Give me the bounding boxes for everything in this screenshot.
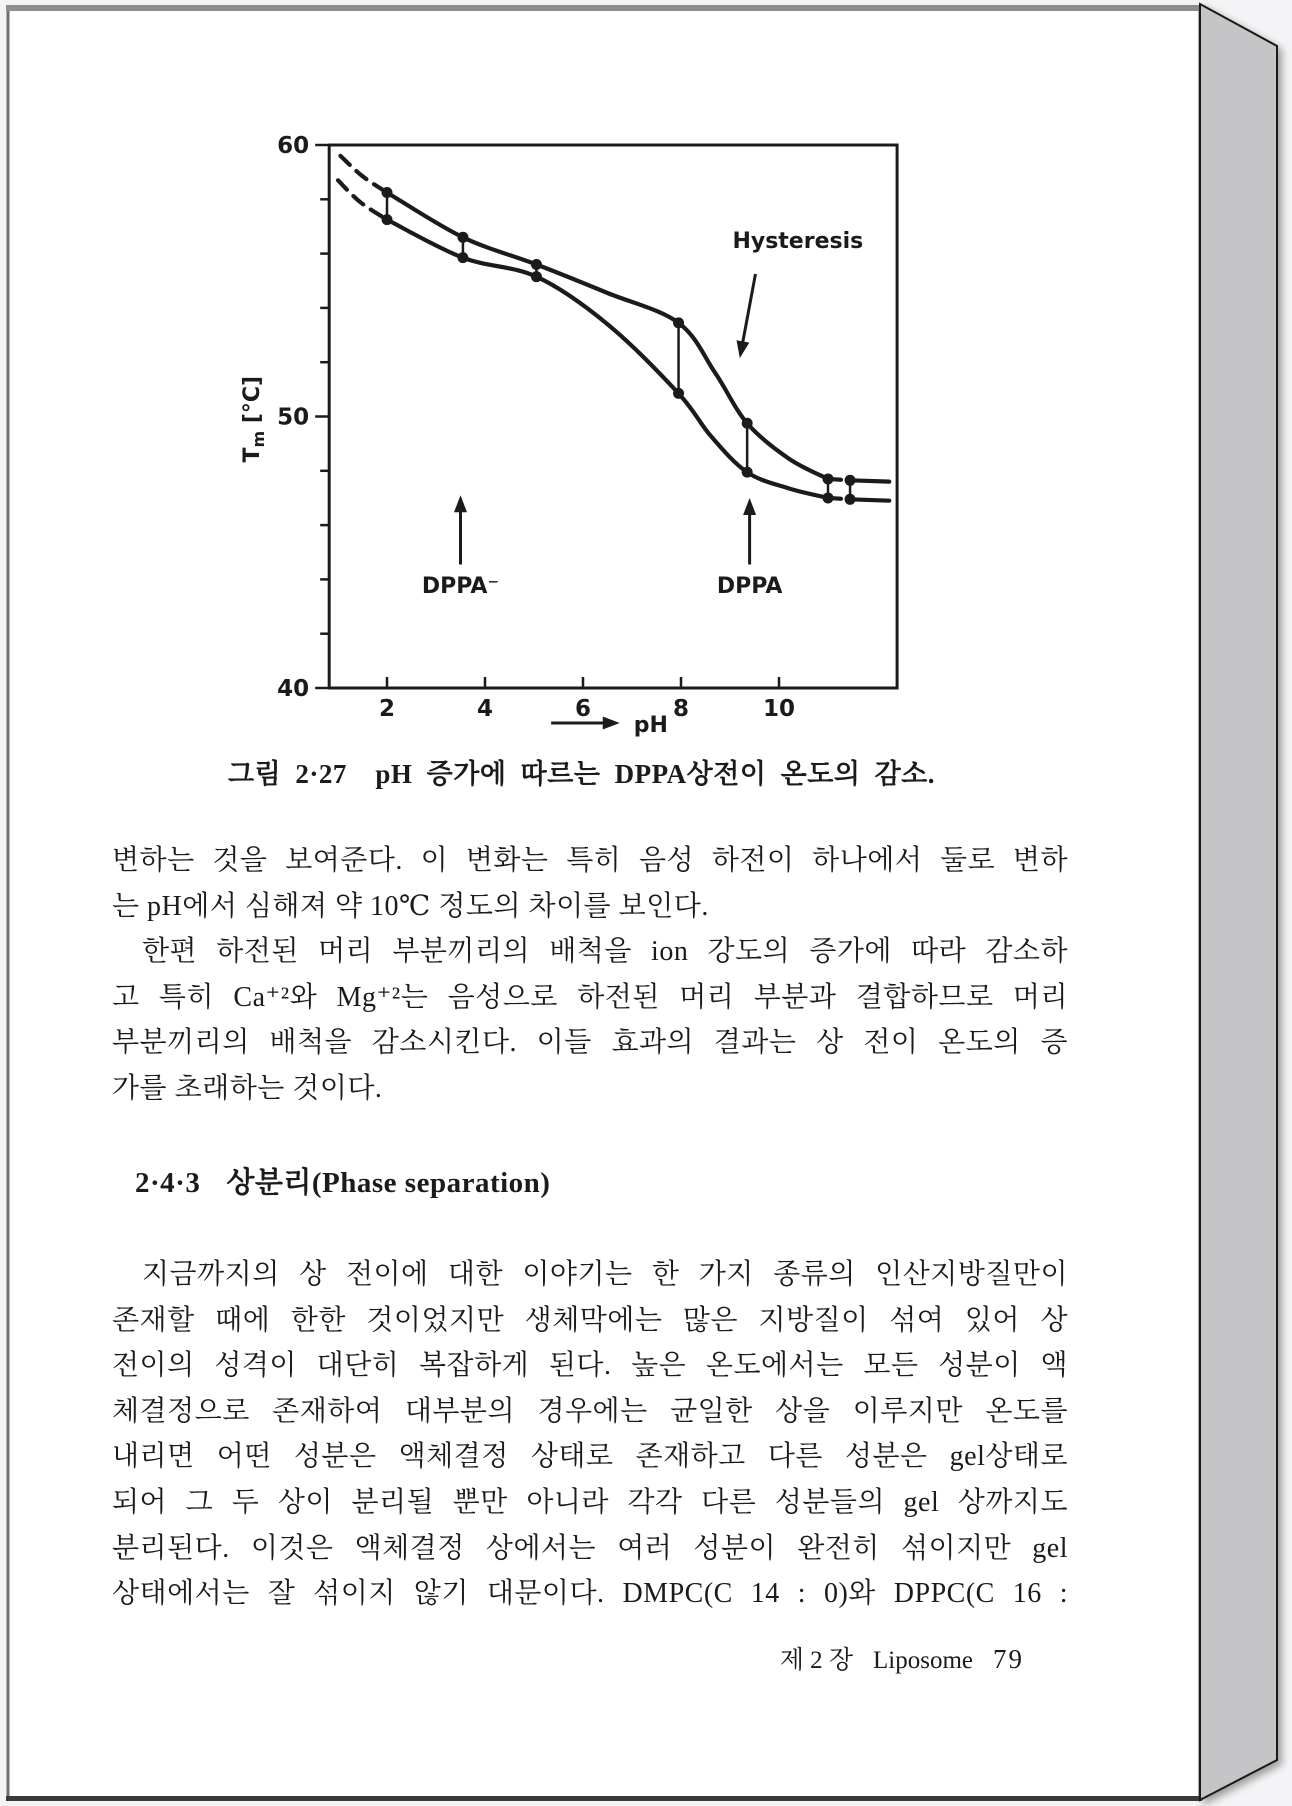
svg-text:6: 6	[574, 696, 592, 722]
text-line: 는 pH에서 심해져 약 10℃ 정도의 차이를 보인다.	[112, 890, 709, 922]
svg-text:8: 8	[672, 696, 690, 722]
svg-text:DPPA: DPPA	[716, 573, 783, 599]
svg-text:2: 2	[378, 696, 396, 722]
svg-text:Tm [°C]: $T_m$ [°C]	[240, 375, 269, 463]
footer-chapter: 제 2 장	[779, 1647, 853, 1674]
svg-text:4: 4	[476, 696, 494, 722]
text-line: 내리면 어떤 성분은 액체결정 상태로 존재하고 다른 성분은 gel상태로	[112, 1441, 1068, 1473]
footer-book-title: Liposome	[873, 1647, 973, 1674]
svg-text:DPPA⁻: DPPA⁻	[421, 573, 500, 599]
text-line: 체결정으로 존재하여 대부분의 경우에는 균일한 상을 이루지만 온도를	[112, 1395, 1068, 1427]
svg-text:40: 40	[277, 676, 310, 702]
section-number: 2·4·3	[135, 1167, 201, 1199]
text-line: 지금까지의 상 전이에 대한 이야기는 한 가지 종류의 인산지방질만이	[142, 1259, 1068, 1290]
text-line: 분리된다. 이것은 액체결정 상에서는 여러 성분이 완전히 섞이지만 gel	[112, 1532, 1068, 1564]
section-heading	[135, 1160, 550, 1201]
text-line: 존재할 때에 한한 것이었지만 생체막에는 많은 지방질이 섞여 있어 상	[112, 1304, 1068, 1336]
footer-page-number: 79	[993, 1644, 1024, 1674]
text-line: 되어 그 두 상이 분리될 뿐만 아니라 각각 다른 성분들의 gel 상까지도	[112, 1486, 1068, 1518]
text-line: 고 특히 Ca⁺²와 Mg⁺²는 음성으로 하전된 머리 부분과 결합하므로 머리	[112, 981, 1068, 1013]
page-footer	[640, 1640, 1024, 1676]
paragraph-1	[112, 838, 1068, 1112]
svg-text:pH: pH	[633, 713, 668, 738]
text-line: 가를 초래하는 것이다.	[112, 1072, 383, 1104]
text-line: 상태에서는 잘 섞이지 않기 대문이다. DMPC(C 14 : 0)와 DPPC(C 16 :	[112, 1578, 1068, 1610]
svg-text:50: 50	[277, 404, 310, 431]
svg-text:Hysteresis: Hysteresis	[732, 229, 864, 255]
figure-caption: 그림 2·27 pH 증가에 따르는 DPPA상전이 온도의 감소.	[228, 759, 936, 789]
tm-vs-ph-chart	[230, 95, 930, 755]
text-line: 전이의 성격이 대단히 복잡하게 된다. 높은 온도에서는 모든 성분이 액	[112, 1350, 1068, 1382]
svg-text:60: 60	[277, 133, 310, 159]
text-line: 부분끼리의 배척을 감소시킨다. 이들 효과의 결과는 상 전이 온도의 증	[112, 1027, 1068, 1059]
text-line: 변하는 것을 보여준다. 이 변화는 특히 음성 하전이 하나에서 둘로 변하	[112, 845, 1068, 876]
text-line: 한편 하전된 머리 부분끼리의 배척을 ion 강도의 증가에 따라 감소하	[142, 936, 1068, 968]
section-title: 상분리(Phase separation)	[226, 1167, 551, 1199]
paragraph-2	[112, 1252, 1068, 1617]
svg-text:10: 10	[762, 696, 796, 722]
